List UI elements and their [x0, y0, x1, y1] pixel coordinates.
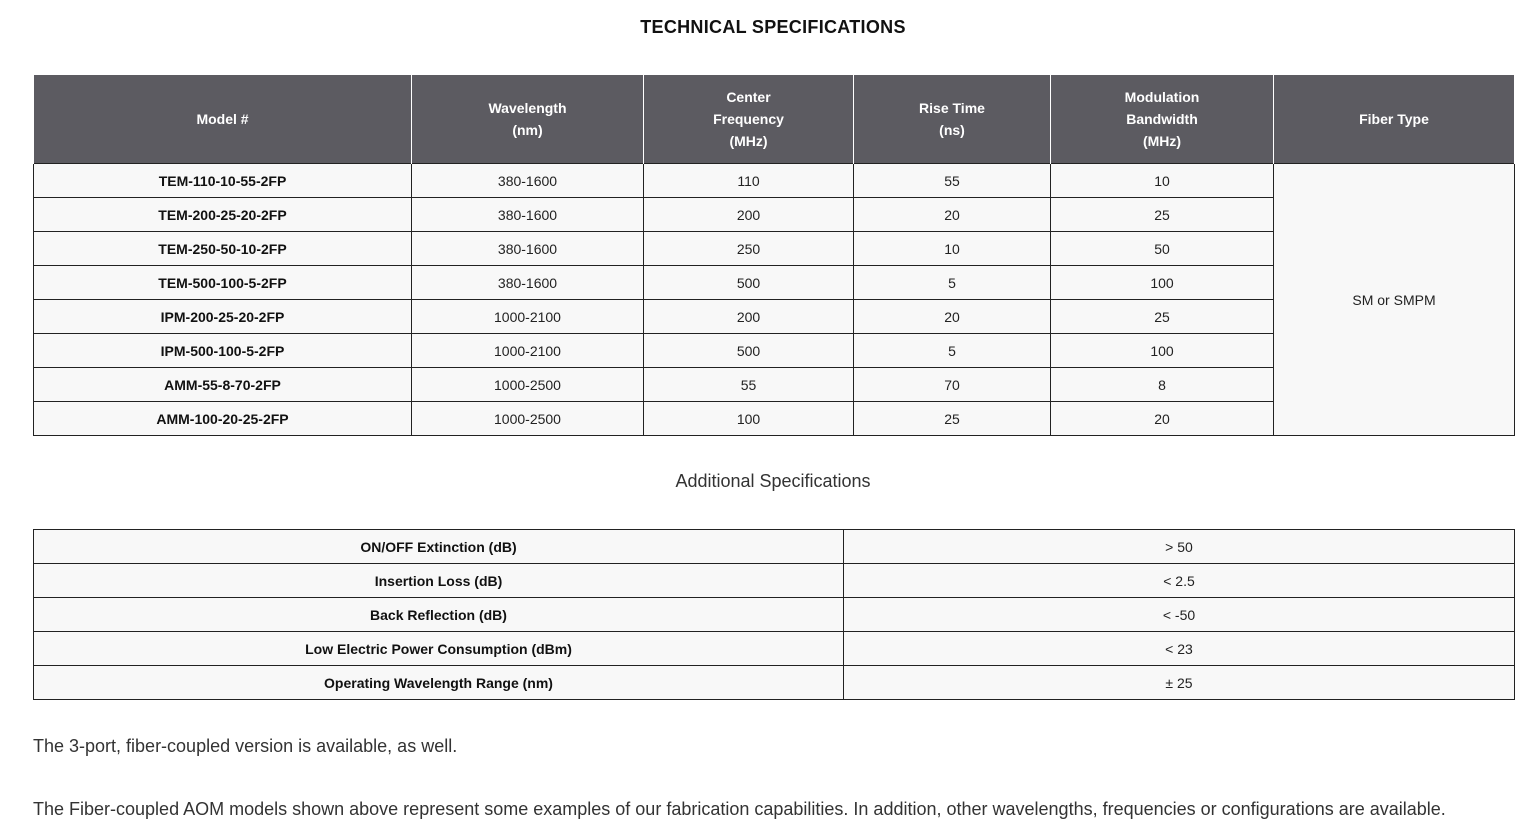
value-cell: 200	[644, 300, 854, 334]
specs-header-row	[34, 75, 1515, 164]
table-row	[34, 530, 1515, 564]
value-cell: 380-1600	[412, 266, 644, 300]
column-header-line: Wavelength	[488, 100, 567, 116]
value-cell: 1000-2500	[412, 368, 644, 402]
value-cell: 55	[854, 164, 1051, 198]
value-cell: 1000-2500	[412, 402, 644, 436]
column-header-line: (nm)	[512, 122, 543, 138]
model-cell: AMM-100-20-25-2FP	[34, 402, 412, 436]
model-cell: AMM-55-8-70-2FP	[34, 368, 412, 402]
spec-label: Low Electric Power Consumption (dBm)	[34, 632, 844, 666]
table-row	[34, 632, 1515, 666]
value-cell: 500	[644, 334, 854, 368]
value-cell: 8	[1051, 368, 1274, 402]
fiber-type-cell: SM or SMPM	[1274, 164, 1515, 436]
model-cell: TEM-500-100-5-2FP	[34, 266, 412, 300]
model-cell: TEM-110-10-55-2FP	[34, 164, 412, 198]
spec-label: Back Reflection (dB)	[34, 598, 844, 632]
value-cell: 5	[854, 266, 1051, 300]
column-header-line: (ns)	[939, 122, 965, 138]
value-cell: 20	[854, 300, 1051, 334]
value-cell: 20	[1051, 402, 1274, 436]
table-row	[34, 598, 1515, 632]
column-header-line: Fiber Type	[1359, 111, 1429, 127]
model-cell: TEM-250-50-10-2FP	[34, 232, 412, 266]
paragraph-3port: The 3-port, fiber-coupled version is available, as well.	[33, 736, 458, 756]
column-header-line: (MHz)	[1142, 133, 1182, 149]
specs-table	[33, 75, 1515, 436]
value-cell: 1000-2100	[412, 334, 644, 368]
column-header	[412, 75, 644, 164]
column-header	[1274, 75, 1515, 164]
value-cell: 380-1600	[412, 164, 644, 198]
value-cell: 200	[644, 198, 854, 232]
value-cell: 250	[644, 232, 854, 266]
value-cell: 380-1600	[412, 232, 644, 266]
value-cell: 100	[1051, 334, 1274, 368]
value-cell: 50	[1051, 232, 1274, 266]
value-cell: 25	[1051, 198, 1274, 232]
spec-label: Operating Wavelength Range (nm)	[34, 666, 844, 700]
column-header	[1051, 75, 1274, 164]
column-header-line: Modulation	[1124, 89, 1200, 105]
value-cell: 20	[854, 198, 1051, 232]
paragraph-capabilities: The Fiber-coupled AOM models shown above represent some examples of our fabrication capabilities. In addition, other wavelengths, frequencies or configurations are available.	[33, 799, 1446, 819]
value-cell: 70	[854, 368, 1051, 402]
value-cell: 25	[1051, 300, 1274, 334]
spec-label: ON/OFF Extinction (dB)	[34, 530, 844, 564]
value-cell: 100	[1051, 266, 1274, 300]
value-cell: 1000-2100	[412, 300, 644, 334]
value-cell: 500	[644, 266, 854, 300]
value-cell: 25	[854, 402, 1051, 436]
model-cell: TEM-200-25-20-2FP	[34, 198, 412, 232]
table-row	[34, 164, 1515, 198]
additional-specs-table	[33, 529, 1515, 700]
value-cell: 55	[644, 368, 854, 402]
column-header-line: Bandwidth	[1126, 111, 1198, 127]
spec-value: < -50	[844, 598, 1515, 632]
spec-value: < 2.5	[844, 564, 1515, 598]
column-header	[644, 75, 854, 164]
table-row	[34, 666, 1515, 700]
column-header	[854, 75, 1051, 164]
value-cell: 10	[854, 232, 1051, 266]
value-cell: 5	[854, 334, 1051, 368]
value-cell: 380-1600	[412, 198, 644, 232]
value-cell: 100	[644, 402, 854, 436]
spec-value: < 23	[844, 632, 1515, 666]
model-cell: IPM-500-100-5-2FP	[34, 334, 412, 368]
column-header	[34, 75, 412, 164]
value-cell: 10	[1051, 164, 1274, 198]
additional-title: Additional Specifications	[675, 471, 871, 491]
column-header-line: Center	[726, 89, 771, 105]
spec-value: > 50	[844, 530, 1515, 564]
value-cell: 110	[644, 164, 854, 198]
page-title: TECHNICAL SPECIFICATIONS	[640, 17, 906, 37]
column-header-line: Model #	[196, 111, 249, 127]
column-header-line: (MHz)	[729, 133, 768, 149]
model-cell: IPM-200-25-20-2FP	[34, 300, 412, 334]
spec-value: ± 25	[844, 666, 1515, 700]
table-row	[34, 564, 1515, 598]
spec-label: Insertion Loss (dB)	[34, 564, 844, 598]
column-header-line: Rise Time	[919, 100, 985, 116]
column-header-line: Frequency	[713, 111, 784, 127]
